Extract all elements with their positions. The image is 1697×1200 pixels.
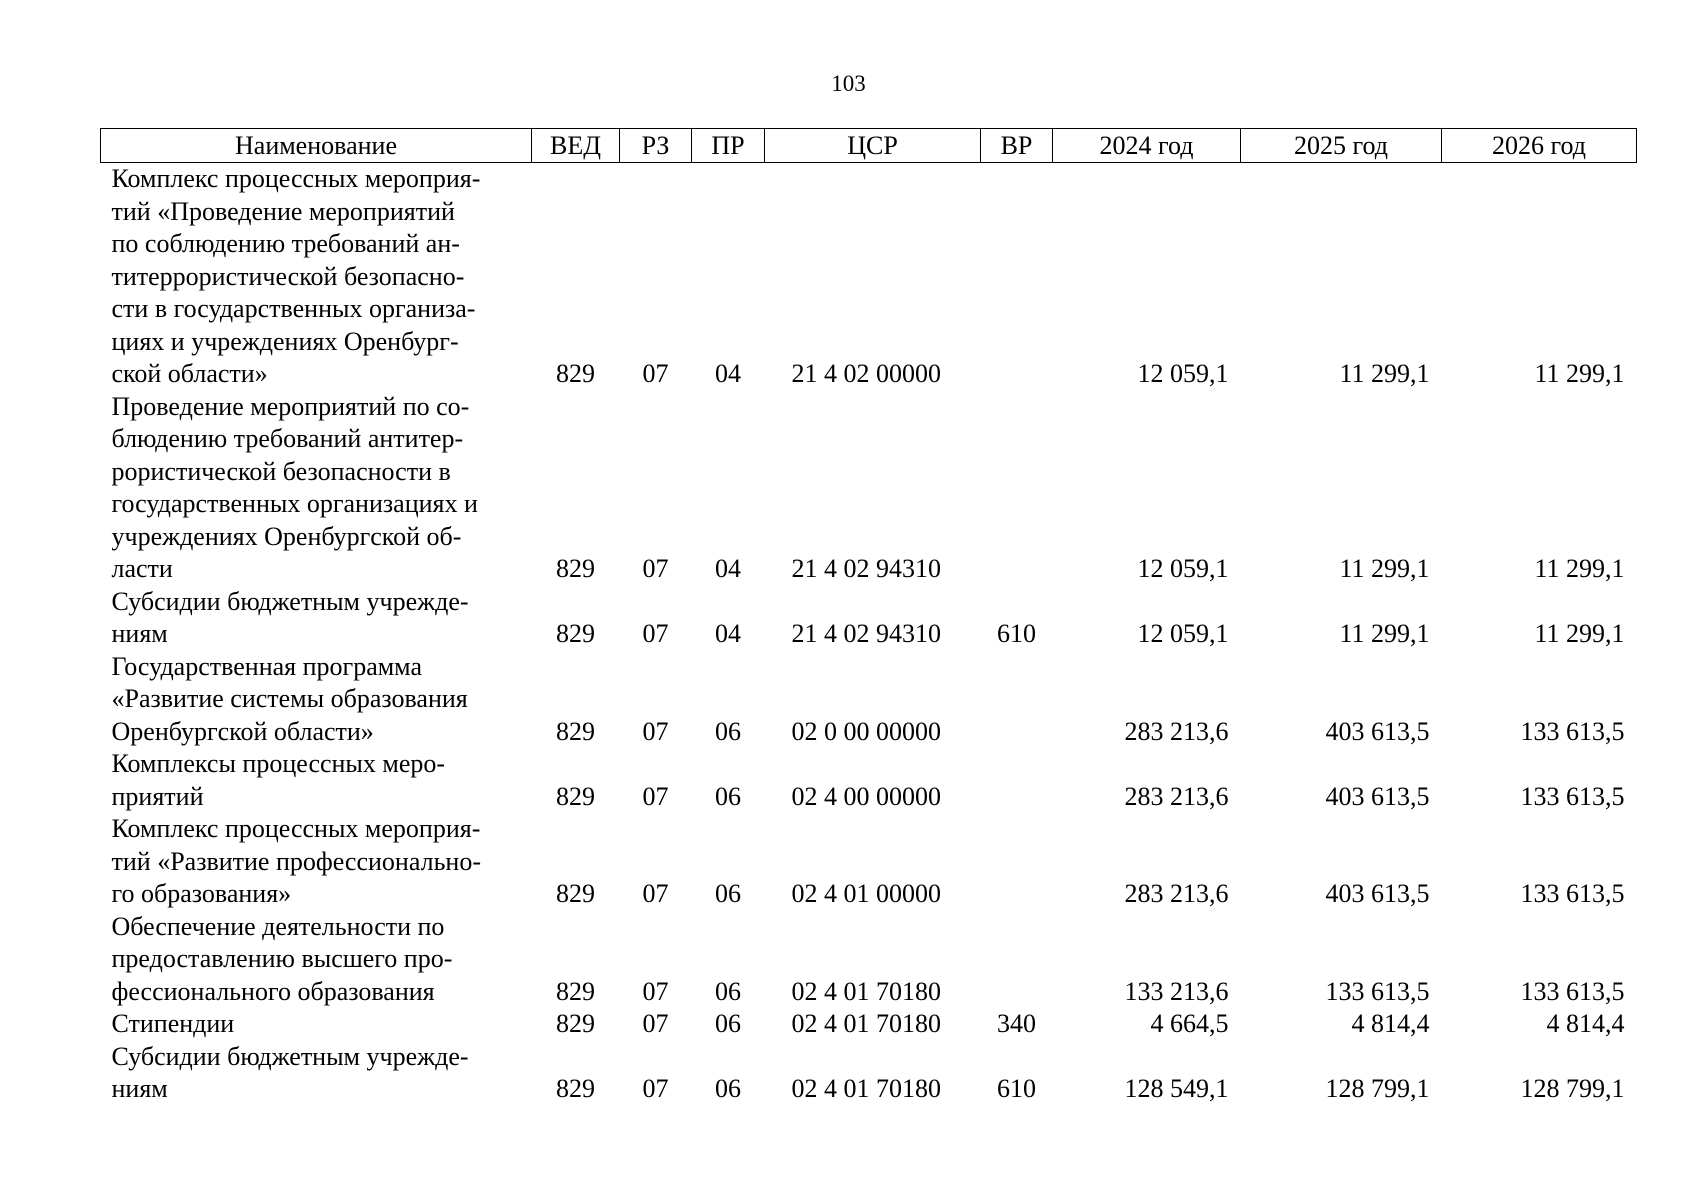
- table-row: [101, 911, 1637, 1009]
- cell-csr: 02 4 01 70180: [791, 1074, 941, 1103]
- table-row: [101, 748, 1637, 813]
- cell-2025: 11 299,1: [1339, 554, 1430, 583]
- cell-ved: 829: [556, 554, 595, 583]
- cell-csr: 21 4 02 94310: [791, 619, 941, 648]
- cell-ved: 829: [556, 1074, 595, 1103]
- cell-pr: 06: [715, 1074, 741, 1103]
- cell-rz: 07: [642, 879, 669, 908]
- cell-2026: 133 613,5: [1520, 781, 1625, 811]
- cell-2024: 12 059,1: [1137, 359, 1229, 388]
- cell-pr: 06: [715, 976, 741, 1006]
- cell-vr: [981, 911, 1053, 1009]
- cell-vr: 610: [997, 619, 1036, 648]
- cell-rz: 07: [642, 554, 669, 583]
- cell-csr: 02 4 01 70180: [791, 1009, 941, 1038]
- cell-pr: 06: [715, 716, 741, 746]
- cell-ved: 829: [556, 781, 595, 811]
- cell-2026: 128 799,1: [1520, 1074, 1625, 1103]
- table-row: [101, 1041, 1637, 1106]
- cell-2026: 133 613,5: [1520, 716, 1625, 746]
- cell-2026: 11 299,1: [1534, 359, 1625, 388]
- cell-vr: 610: [997, 1074, 1036, 1103]
- cell-ved: 829: [556, 1009, 595, 1038]
- table-row: [101, 651, 1637, 749]
- cell-vr: [981, 748, 1053, 813]
- cell-csr: 02 4 00 00000: [791, 781, 941, 811]
- cell-csr: 21 4 02 00000: [791, 359, 941, 388]
- cell-ved: 829: [556, 716, 595, 746]
- cell-csr: 21 4 02 94310: [791, 554, 941, 583]
- header-rz: РЗ: [620, 129, 692, 163]
- header-2024: 2024 год: [1053, 129, 1241, 163]
- cell-pr: 06: [715, 879, 741, 908]
- cell-2024: 133 213,6: [1124, 976, 1229, 1006]
- cell-rz: 07: [642, 359, 669, 388]
- cell-rz: 07: [642, 1009, 669, 1038]
- header-vr: ВР: [981, 129, 1053, 163]
- cell-name: Проведение мероприятий по со- блюдению требований антитер- рористической безопасности в государственных организациях и учреждениях Оренбургской об- ласти: [111, 391, 478, 583]
- cell-name: Субсидии бюджетным учрежде- ниям: [111, 586, 469, 648]
- cell-2025: 4 814,4: [1351, 1009, 1430, 1038]
- cell-ved: 829: [556, 879, 595, 908]
- page-number: 103: [831, 71, 866, 96]
- cell-ved: 829: [556, 359, 595, 388]
- cell-2025: 11 299,1: [1339, 619, 1430, 648]
- header-2025: 2025 год: [1241, 129, 1442, 163]
- header-name: Наименование: [101, 129, 532, 163]
- table-header-row: [101, 129, 1637, 163]
- cell-pr: 06: [715, 1009, 741, 1038]
- cell-2025: 133 613,5: [1325, 976, 1430, 1006]
- cell-rz: 07: [642, 781, 669, 811]
- table-row: [101, 1008, 1637, 1041]
- cell-2025: 403 613,5: [1325, 716, 1430, 746]
- cell-2025: 403 613,5: [1325, 781, 1430, 811]
- cell-ved: 829: [556, 976, 595, 1006]
- cell-name: Стипендии: [111, 1009, 235, 1038]
- cell-csr: 02 0 00 00000: [791, 716, 941, 746]
- header-csr: ЦСР: [765, 129, 981, 163]
- cell-pr: 04: [715, 554, 741, 583]
- cell-2024: 283 213,6: [1124, 781, 1229, 811]
- table-row: [101, 391, 1637, 586]
- budget-table: [100, 128, 1637, 1106]
- cell-name: Государственная программа «Развитие системы образования Оренбургской области»: [111, 651, 468, 746]
- cell-rz: 07: [642, 976, 669, 1006]
- cell-pr: 06: [715, 781, 741, 811]
- cell-vr: 340: [997, 1009, 1036, 1038]
- cell-vr: [981, 163, 1053, 391]
- cell-ved: 829: [556, 619, 595, 648]
- header-2026: 2026 год: [1442, 129, 1637, 163]
- cell-name: Обеспечение деятельности по предоставлению высшего про- фессионального образования: [111, 911, 453, 1006]
- cell-2025: 403 613,5: [1325, 879, 1430, 908]
- cell-2024: 4 664,5: [1150, 1009, 1229, 1038]
- cell-name: Субсидии бюджетным учрежде- ниям: [111, 1041, 469, 1103]
- cell-2026: 133 613,5: [1520, 879, 1625, 908]
- header-pr: ПР: [692, 129, 765, 163]
- cell-csr: 02 4 01 00000: [791, 879, 941, 908]
- cell-2025: 11 299,1: [1339, 359, 1430, 388]
- table-row: [101, 813, 1637, 911]
- cell-2026: 133 613,5: [1520, 976, 1625, 1006]
- cell-2024: 128 549,1: [1124, 1074, 1229, 1103]
- header-ved: ВЕД: [532, 129, 620, 163]
- cell-2026: 11 299,1: [1534, 554, 1625, 583]
- cell-rz: 07: [642, 716, 669, 746]
- cell-2025: 128 799,1: [1325, 1074, 1430, 1103]
- cell-name: Комплексы процессных меро- приятий: [111, 749, 446, 811]
- table-row: [101, 163, 1637, 391]
- cell-vr: [981, 651, 1053, 749]
- cell-rz: 07: [642, 1074, 669, 1103]
- cell-csr: 02 4 01 70180: [791, 976, 941, 1006]
- cell-name: Комплекс процессных мероприя- тий «Проведение мероприятий по соблюдению требований ан- титеррористической безопасно- сти в государственных организа- циях и учреждениях Оренбург- ской области»: [111, 164, 481, 388]
- cell-rz: 07: [642, 619, 669, 648]
- table-row: [101, 586, 1637, 651]
- cell-pr: 04: [715, 619, 741, 648]
- cell-name: Комплекс процессных мероприя- тий «Развитие профессионально- го образования»: [111, 814, 481, 908]
- cell-vr: [981, 391, 1053, 586]
- cell-2026: 4 814,4: [1546, 1009, 1625, 1038]
- cell-2024: 283 213,6: [1124, 716, 1229, 746]
- cell-2024: 283 213,6: [1124, 879, 1229, 908]
- cell-2024: 12 059,1: [1137, 554, 1229, 583]
- cell-pr: 04: [715, 359, 741, 388]
- cell-2024: 12 059,1: [1137, 619, 1229, 648]
- cell-vr: [981, 813, 1053, 911]
- cell-2026: 11 299,1: [1534, 619, 1625, 648]
